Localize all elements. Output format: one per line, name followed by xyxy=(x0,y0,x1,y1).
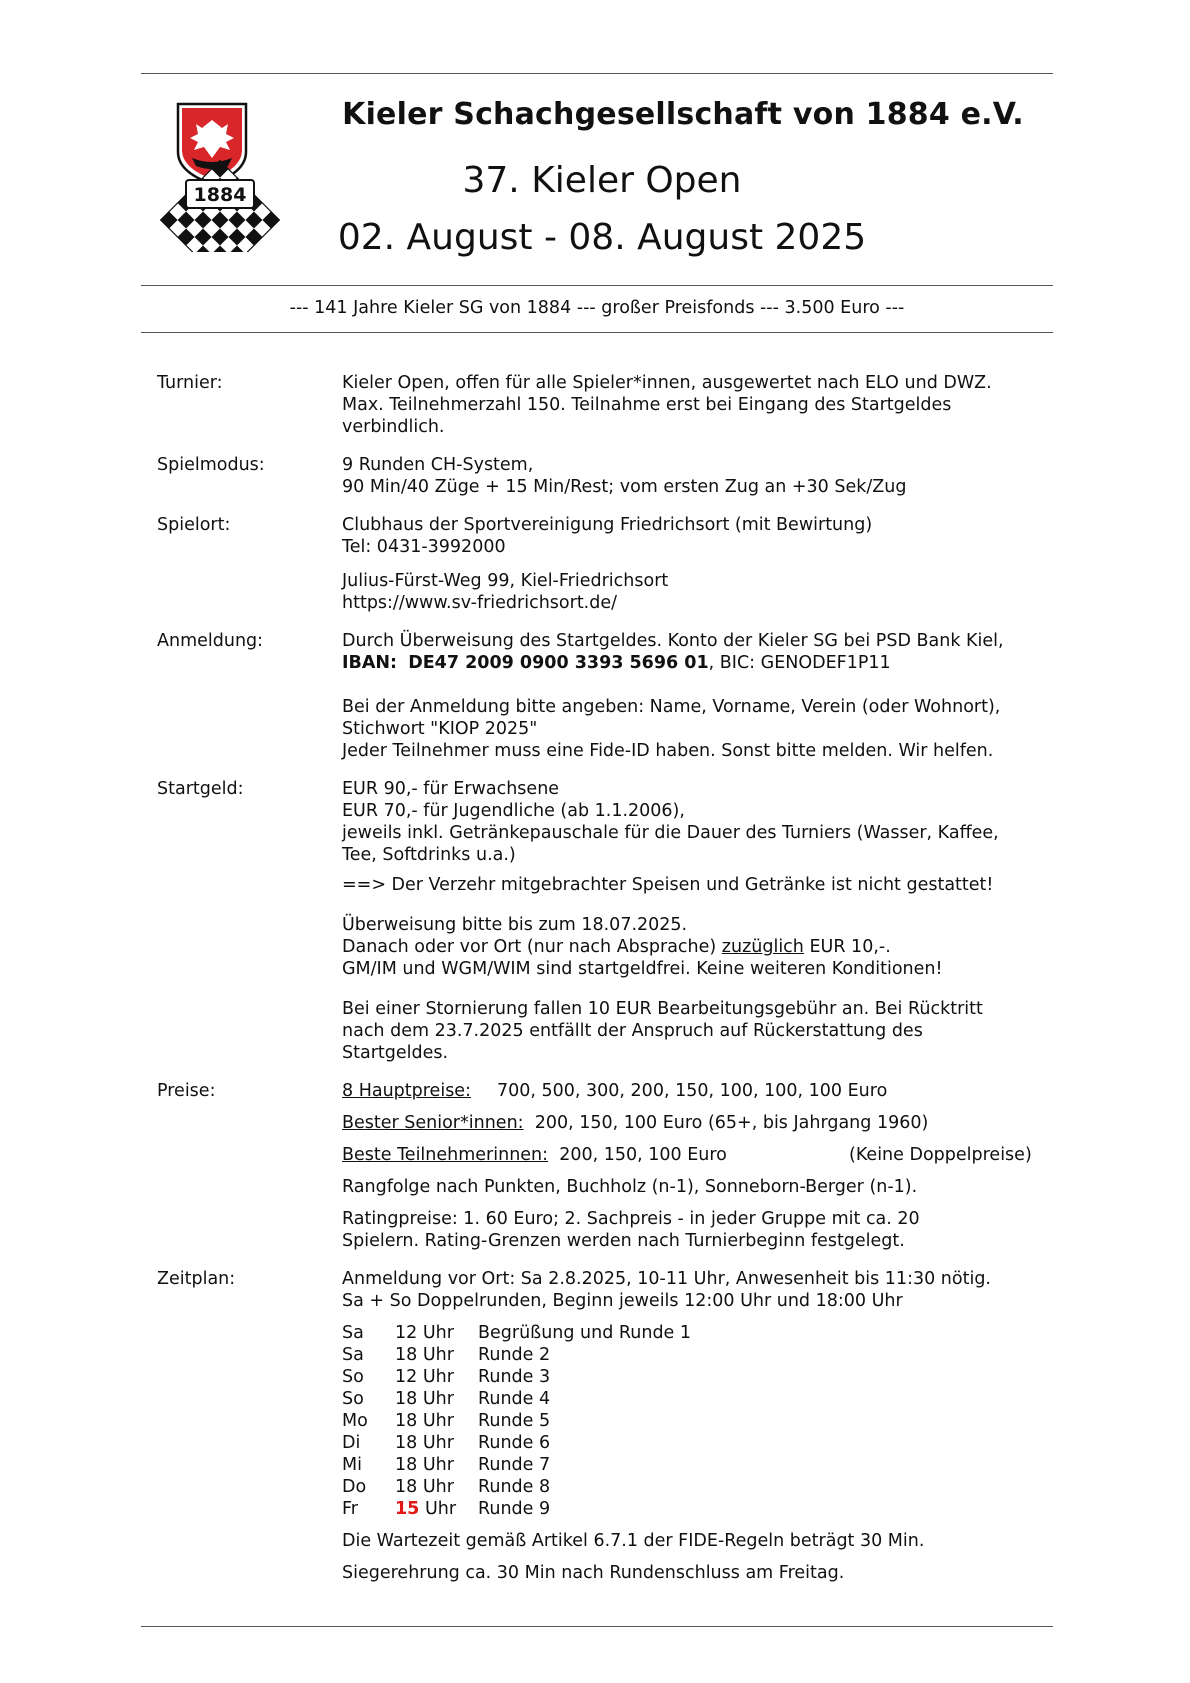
schedule-time xyxy=(395,1454,478,1476)
schedule-day: Fr xyxy=(342,1499,358,1519)
logo-year: 1884 xyxy=(193,184,247,206)
top-rule xyxy=(141,73,1053,74)
section-label: Spielmodus: xyxy=(157,455,265,475)
text-line: Kieler Open, offen für alle Spieler*innen, ausgewertet nach ELO und DWZ. xyxy=(342,373,992,393)
schedule-time xyxy=(395,1322,478,1344)
text-line: verbindlich. xyxy=(342,417,445,437)
address-line: Julius-Fürst-Weg 99, Kiel-Friedrichsort xyxy=(342,571,669,591)
schedule-row xyxy=(342,1454,1047,1476)
section-turnier xyxy=(157,372,1047,438)
schedule-day: So xyxy=(342,1389,364,1409)
banner-rule xyxy=(141,332,1053,333)
text-line: GM/IM und WGM/WIM sind startgeldfrei. Keine weiteren Konditionen! xyxy=(342,959,943,979)
prize-values: 200, 150, 100 Euro (65+, bis Jahrgang 1960) xyxy=(534,1113,929,1133)
section-label: Turnier: xyxy=(157,373,223,393)
text-line: nach dem 23.7.2025 entfällt der Anspruch auf Rückerstattung des xyxy=(342,1021,923,1041)
text-line: EUR 90,- für Erwachsene xyxy=(342,779,560,799)
text-line: EUR 70,- für Jugendliche (ab 1.1.2006), xyxy=(342,801,685,821)
schedule-hour: 18 xyxy=(395,1455,418,1475)
prize-note: (Keine Doppelpreise) xyxy=(849,1145,1032,1165)
schedule-hour: 18 xyxy=(395,1345,418,1365)
schedule-day: Do xyxy=(342,1477,367,1497)
schedule-row xyxy=(342,1410,1047,1432)
schedule-hour: 12 xyxy=(395,1323,418,1343)
section-label: Preise: xyxy=(157,1081,216,1101)
announcement-body xyxy=(157,372,1047,1584)
section-zeitplan xyxy=(157,1268,1047,1584)
section-label: Anmeldung: xyxy=(157,631,264,651)
schedule-day: Sa xyxy=(342,1345,364,1365)
schedule-unit: Uhr xyxy=(422,1433,454,1453)
schedule-event: Runde 9 xyxy=(478,1499,551,1519)
schedule-row xyxy=(342,1366,1047,1388)
schedule-unit: Uhr xyxy=(422,1477,454,1497)
text-line: 90 Min/40 Züge + 15 Min/Rest; vom ersten Zug an +30 Sek/Zug xyxy=(342,477,907,497)
section-label: Zeitplan: xyxy=(157,1269,236,1289)
prize-values: 700, 500, 300, 200, 150, 100, 100, 100 Euro xyxy=(496,1081,888,1101)
text-line: Tee, Softdrinks u.a.) xyxy=(342,845,516,865)
text-line: Max. Teilnehmerzahl 150. Teilnahme erst bei Eingang des Startgeldes xyxy=(342,395,952,415)
text-line: Bei einer Stornierung fallen 10 EUR Bearbeitungsgebühr an. Bei Rücktritt xyxy=(342,999,983,1019)
schedule-event: Runde 3 xyxy=(478,1367,551,1387)
schedule-day: Mi xyxy=(342,1455,362,1475)
schedule-row xyxy=(342,1476,1047,1498)
schedule-time xyxy=(395,1388,478,1410)
bottom-rule xyxy=(141,1626,1053,1627)
text-line: Jeder Teilnehmer muss eine Fide-ID haben. Sonst bitte melden. Wir helfen. xyxy=(342,741,994,761)
text-line: jeweils inkl. Getränkepauschale für die Dauer des Turniers (Wasser, Kaffee, xyxy=(342,823,999,843)
text-line: Stichwort "KIOP 2025" xyxy=(342,719,538,739)
schedule-hour: 18 xyxy=(395,1389,418,1409)
schedule-time xyxy=(395,1344,478,1366)
schedule-event: Runde 4 xyxy=(478,1389,551,1409)
text-line: Spielern. Rating-Grenzen werden nach Turnierbeginn festgelegt. xyxy=(342,1231,905,1251)
schedule-row xyxy=(342,1344,1047,1366)
prize-label: 8 Hauptpreise: xyxy=(342,1081,471,1101)
schedule-unit: Uhr xyxy=(422,1455,454,1475)
schedule-event: Runde 6 xyxy=(478,1433,551,1453)
text-line: Die Wartezeit gemäß Artikel 6.7.1 der FIDE-Regeln beträgt 30 Min. xyxy=(342,1531,925,1551)
event-dates: 02. August - 08. August 2025 xyxy=(337,217,867,258)
schedule-unit: Uhr xyxy=(422,1389,454,1409)
schedule-hour: 12 xyxy=(395,1367,418,1387)
event-title: 37. Kieler Open xyxy=(462,160,742,201)
schedule-event: Runde 7 xyxy=(478,1455,551,1475)
schedule-day: So xyxy=(342,1367,364,1387)
late-fee-line xyxy=(342,936,1047,958)
schedule-time xyxy=(395,1498,478,1520)
club-crest-icon xyxy=(156,100,284,252)
org-name: Kieler Schachgesellschaft von 1884 e.V. xyxy=(342,97,1024,132)
prize-values: 200, 150, 100 Euro xyxy=(559,1145,727,1165)
text-line: Siegerehrung ca. 30 Min nach Rundenschluss am Freitag. xyxy=(342,1563,845,1583)
schedule-hour: 18 xyxy=(395,1433,418,1453)
schedule-day: Mo xyxy=(342,1411,368,1431)
schedule-day: Sa xyxy=(342,1323,364,1343)
schedule-event: Runde 5 xyxy=(478,1411,551,1431)
schedule-unit: Uhr xyxy=(422,1345,454,1365)
text-line: 9 Runden CH-System, xyxy=(342,455,534,475)
schedule-event: Runde 8 xyxy=(478,1477,551,1497)
text-line: Tel: 0431-3992000 xyxy=(342,537,506,557)
schedule-time xyxy=(395,1432,478,1454)
text-line: Überweisung bitte bis zum 18.07.2025. xyxy=(342,915,688,935)
text-line: Startgeldes. xyxy=(342,1043,449,1063)
text-line: Ratingpreise: 1. 60 Euro; 2. Sachpreis - in jeder Gruppe mit ca. 20 xyxy=(342,1209,920,1229)
section-spielort xyxy=(157,514,1047,614)
schedule-row xyxy=(342,1432,1047,1454)
schedule-unit: Uhr xyxy=(422,1411,454,1431)
section-anmeldung xyxy=(157,630,1047,762)
schedule-unit: Uhr xyxy=(424,1499,457,1519)
women-prizes xyxy=(342,1144,1047,1166)
section-label: Spielort: xyxy=(157,515,231,535)
schedule-hour: 18 xyxy=(395,1477,418,1497)
schedule-time xyxy=(395,1366,478,1388)
section-preise xyxy=(157,1080,1047,1252)
text-line: Anmeldung vor Ort: Sa 2.8.2025, 10-11 Uhr, Anwesenheit bis 11:30 nötig. xyxy=(342,1269,991,1289)
text-line: Clubhaus der Sportvereinigung Friedrichsort (mit Bewirtung) xyxy=(342,515,873,535)
schedule-row xyxy=(342,1498,1047,1520)
prize-label: Beste Teilnehmerinnen: xyxy=(342,1145,549,1165)
schedule-table xyxy=(342,1322,1047,1520)
schedule-hour-highlight: 15 xyxy=(395,1499,420,1519)
prize-banner: --- 141 Jahre Kieler SG von 1884 --- großer Preisfonds --- 3.500 Euro --- xyxy=(289,298,905,318)
schedule-day: Di xyxy=(342,1433,361,1453)
schedule-time xyxy=(395,1476,478,1498)
header-rule xyxy=(141,285,1053,286)
venue-website-link[interactable]: https://www.sv-friedrichsort.de/ xyxy=(342,593,618,613)
section-label: Startgeld: xyxy=(157,779,244,799)
main-prizes xyxy=(342,1080,1047,1102)
section-spielmodus xyxy=(157,454,1047,498)
schedule-time xyxy=(395,1410,478,1432)
schedule-row xyxy=(342,1388,1047,1410)
schedule-unit: Uhr xyxy=(422,1323,454,1343)
text-line: Durch Überweisung des Startgeldes. Konto der Kieler SG bei PSD Bank Kiel, xyxy=(342,631,1004,651)
iban-value: DE47 2009 0900 3393 5696 01 xyxy=(408,653,709,673)
schedule-row xyxy=(342,1322,1047,1344)
prize-label: Bester Senior*innen: xyxy=(342,1113,524,1133)
schedule-event: Runde 2 xyxy=(478,1345,551,1365)
text-fragment: EUR 10,-. xyxy=(803,937,891,957)
schedule-event: Begrüßung und Runde 1 xyxy=(478,1323,692,1343)
schedule-unit: Uhr xyxy=(422,1367,454,1387)
food-notice: ==> Der Verzehr mitgebrachter Speisen und Getränke ist nicht gestattet! xyxy=(342,875,994,895)
text-line: Sa + So Doppelrunden, Beginn jeweils 12:00 Uhr und 18:00 Uhr xyxy=(342,1291,903,1311)
iban-label: IBAN: xyxy=(342,653,398,673)
bank-details xyxy=(342,652,1047,674)
text-fragment: zuzüglich xyxy=(721,937,804,957)
schedule-hour: 18 xyxy=(395,1411,418,1431)
bic-value: , BIC: GENODEF1P11 xyxy=(708,653,891,673)
section-startgeld xyxy=(157,778,1047,1064)
text-line: Rangfolge nach Punkten, Buchholz (n-1), Sonneborn-Berger (n-1). xyxy=(342,1177,918,1197)
senior-prizes xyxy=(342,1112,1047,1134)
text-line: Bei der Anmeldung bitte angeben: Name, Vorname, Verein (oder Wohnort), xyxy=(342,697,1001,717)
text-fragment: Danach oder vor Ort (nur nach Absprache) xyxy=(342,937,722,957)
